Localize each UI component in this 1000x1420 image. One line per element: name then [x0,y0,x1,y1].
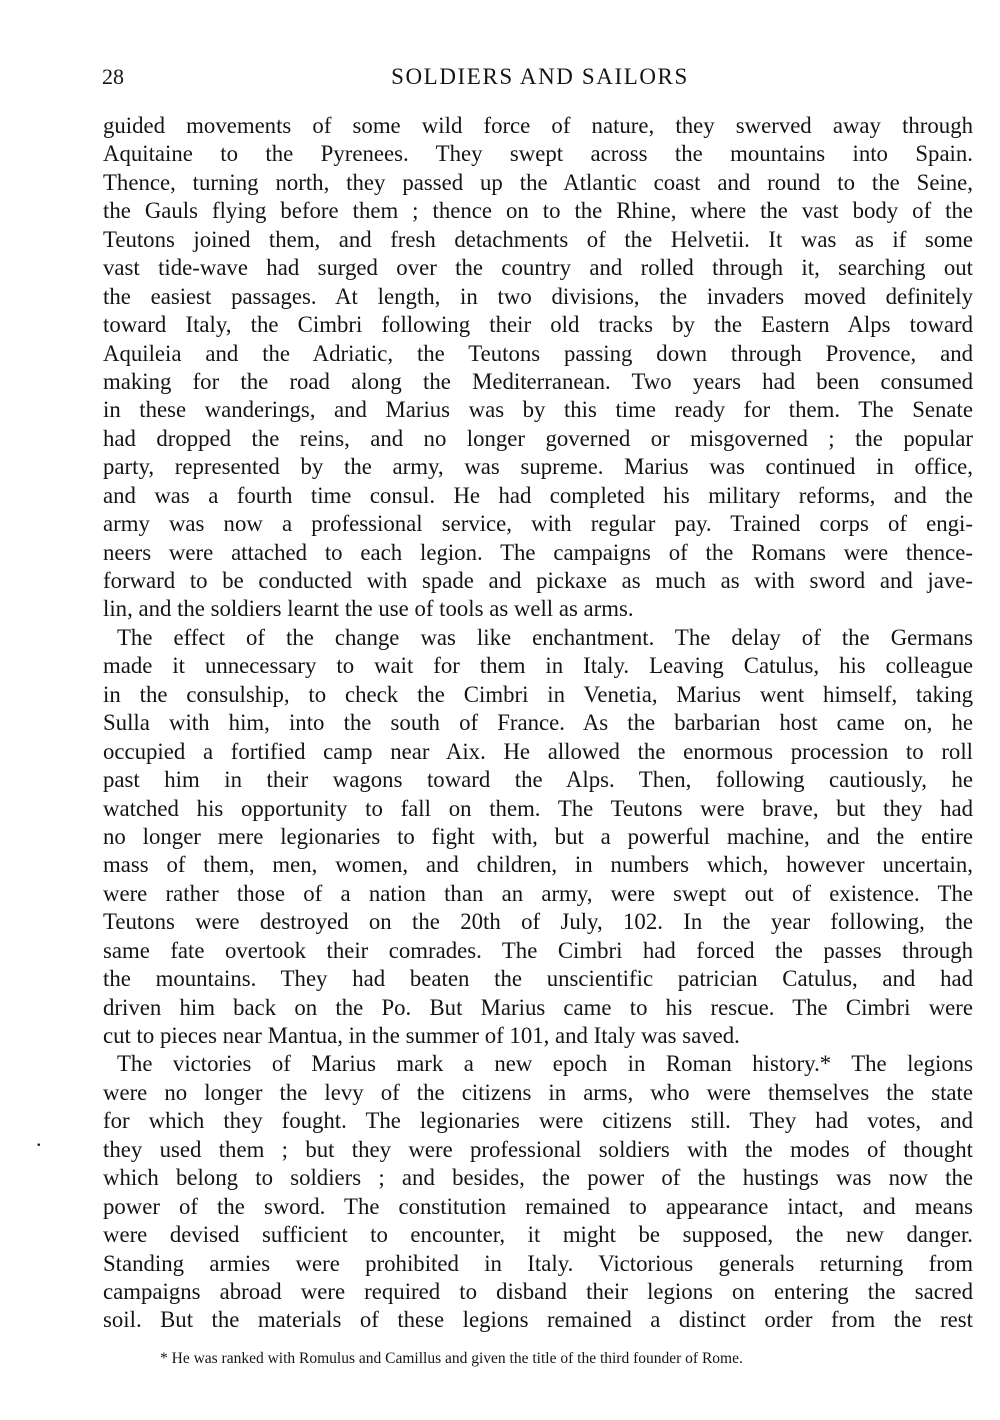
text-line: army was now a professional service, with regular pay. Trained corps of engi- [103,511,973,537]
text-line: mass of them, men, women, and children, in numbers which, however uncertain, [103,852,973,878]
running-title: SOLDIERS AND SAILORS [391,64,689,89]
text-line: the mountains. They had beaten the unscientific patrician Catulus, and had [103,966,973,992]
text-line: and was a fourth time consul. He had completed his military reforms, and the [103,482,973,508]
text-line: in these wanderings, and Marius was by this time ready for them. The Senate [103,397,973,423]
text-line: Teutons were destroyed on the 20th of July, 102. In the year following, the [103,909,973,935]
text-line: driven him back on the Po. But Marius came to his rescue. The Cimbri were [103,994,973,1020]
text-line: Aquileia and the Adriatic, the Teutons passing down through Provence, and [103,340,973,366]
text-line: watched his opportunity to fall on them. The Teutons were brave, but they had [103,795,973,821]
text-line: Standing armies were prohibited in Italy. Victorious generals returning from [103,1250,973,1276]
text-line: occupied a fortified camp near Aix. He allowed the enormous procession to roll [103,738,973,764]
text-line: neers were attached to each legion. The campaigns of the Romans were thence- [103,539,973,565]
text-line: in the consulship, to check the Cimbri in Venetia, Marius went himself, taking [103,681,973,707]
text-line: were rather those of a nation than an army, were swept out of existence. The [103,880,973,906]
text-line: same fate overtook their comrades. The Cimbri had forced the passes through [103,937,973,963]
text-line: Thence, turning north, they passed up the Atlantic coast and round to the Seine, [103,169,973,195]
text-line: they used them ; but they were professional soldiers with the modes of thought [103,1136,973,1162]
text-line: lin, and the soldiers learnt the use of tools as well as arms. [103,596,634,622]
text-line: the Gauls flying before them ; thence on to the Rhine, where the vast body of the [103,198,973,224]
text-line: vast tide-wave had surged over the country and rolled through it, searching out [103,255,973,281]
text-line: Sulla with him, into the south of France. As the barbarian host came on, he [103,710,973,736]
text-line: making for the road along the Mediterranean. Two years had been consumed [103,368,973,394]
text-line: were no longer the levy of the citizens in arms, who were themselves the state [103,1079,973,1105]
page-number: 28 [102,64,124,89]
text-line: past him in their wagons toward the Alps. Then, following cautiously, he [103,767,973,793]
text-line: the easiest passages. At length, in two divisions, the invaders moved definitely [103,283,973,309]
text-line: power of the sword. The constitution remained to appearance intact, and means [103,1193,973,1219]
page-header [100,64,980,98]
text-line: guided movements of some wild force of nature, they swerved away through [103,113,973,138]
text-line: had dropped the reins, and no longer governed or misgoverned ; the popular [103,425,973,451]
text-line: no longer mere legionaries to fight with, but a powerful machine, and the entire [103,823,973,849]
text-line: campaigns abroad were required to disband their legions on entering the sacred [103,1278,973,1304]
text-line: for which they fought. The legionaries were citizens still. They had votes, and [103,1108,973,1134]
margin-mark: . [36,1126,42,1151]
paragraph-start-line: The victories of Marius mark a new epoch in Roman history.* The legions [117,1051,973,1077]
text-line: Aquitaine to the Pyrenees. They swept across the mountains into Spain. [103,141,973,167]
text-line: were devised sufficient to encounter, it might be supposed, the new danger. [103,1222,973,1248]
text-line: Teutons joined them, and fresh detachments of the Helvetii. It was as if some [103,226,973,252]
text-line: cut to pieces near Mantua, in the summer of 101, and Italy was saved. [103,1023,740,1048]
text-line: forward to be conducted with spade and pickaxe as much as with sword and jave- [103,568,973,593]
footnote: * He was ranked with Romulus and Camillus and given the title of the third founder of Rome. [160,1350,743,1367]
paragraph-start-line: The effect of the change was like enchantment. The delay of the Germans [117,624,973,650]
text-line: made it unnecessary to wait for them in Italy. Leaving Catulus, his colleague [103,653,973,679]
text-line: toward Italy, the Cimbri following their old tracks by the Eastern Alps toward [103,312,973,338]
text-line: soil. But the materials of these legions remained a distinct order from the rest [103,1307,973,1333]
text-line: which belong to soldiers ; and besides, the power of the hustings was now the [103,1165,973,1191]
body-text [103,112,973,1335]
text-line: party, represented by the army, was supreme. Marius was continued in office, [103,454,973,480]
